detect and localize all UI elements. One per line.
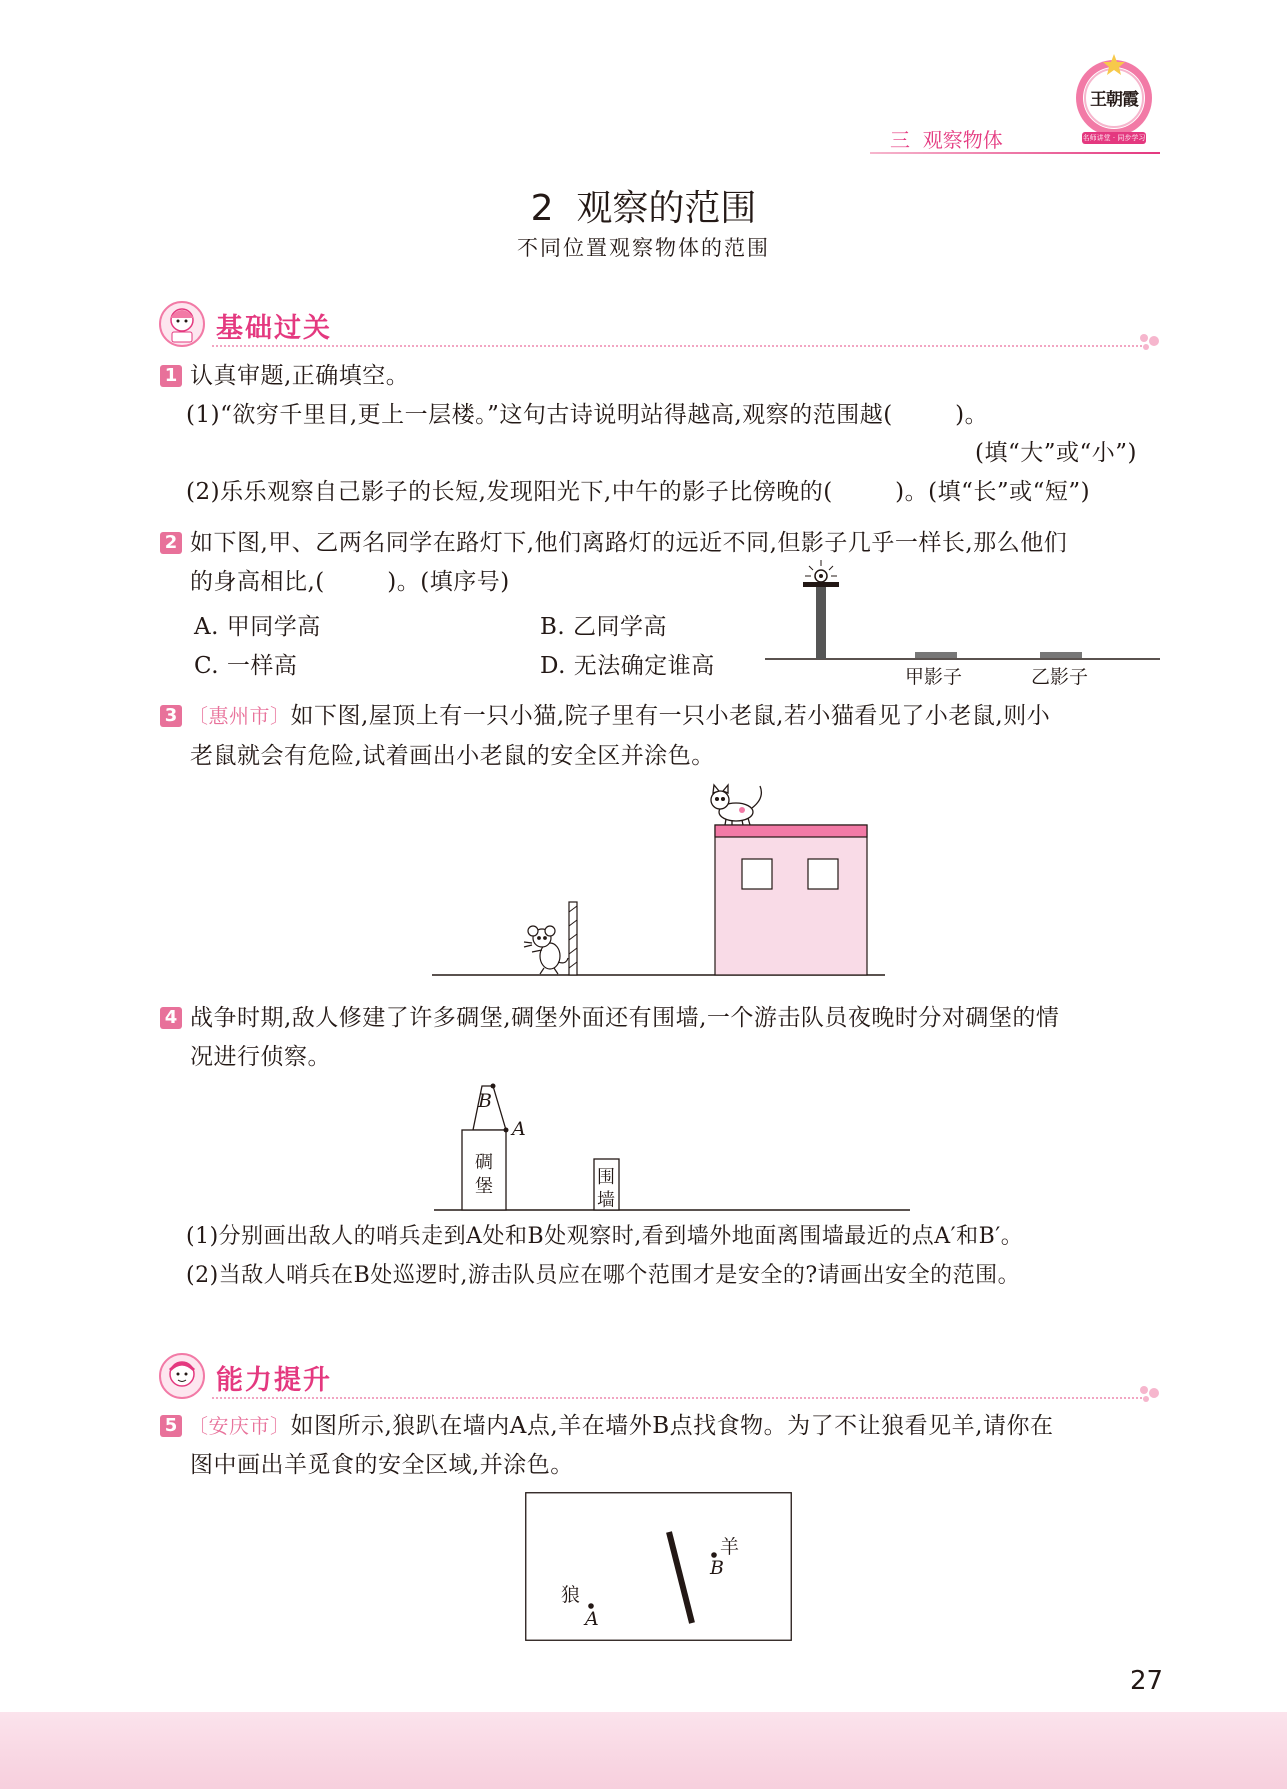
section-divider-basic [212,345,1142,347]
boy-avatar-icon [158,1352,208,1400]
fort-wall-diagram [430,1080,910,1215]
q4-part1: (1)分别画出敌人的哨兵走到A处和B处观察时,看到墙外地面离围墙最近的点A′和B′。 [186,1224,1024,1249]
footer-band [0,1712,1287,1789]
shadow-jia [915,652,957,658]
q1-part1: (1)“欲穷千里目,更上一层楼。”这句古诗说明站得越高,观察的范围越( )。 [186,402,989,428]
fort-label-a: A [512,1118,526,1140]
q3-line1-text: 如下图,屋顶上有一只小猫,院子里有一只小老鼠,若小猫看见了小老鼠,则小 [290,703,1051,729]
page-title: 2 观察的范围 [530,188,757,229]
q2-option-b: B. 乙同学高 [540,614,668,640]
shadow-yi [1040,652,1082,658]
point-a-label: A [585,1608,599,1630]
question-number-5: 5 [160,1415,182,1437]
section-title-basic: 基础过关 [216,313,332,344]
q2-streetlight-figure [765,560,1165,690]
q2-line1: 如下图,甲、乙两名同学在路灯下,他们离路灯的远近不同,但影子几乎一样长,那么他们 [190,530,1068,556]
q3-line2: 老鼠就会有危险,试着画出小老鼠的安全区并涂色。 [190,743,715,769]
divider-dots-icon [1138,1384,1162,1404]
cat-icon [711,785,761,825]
q2-option-d: D. 无法确定谁高 [540,653,715,679]
divider-dots-icon [1138,332,1162,352]
q4-fort-figure [430,1080,910,1215]
q3-line1 [188,701,1050,731]
page-subtitle: 不同位置观察物体的范围 [517,236,770,260]
q5-line1 [188,1411,1053,1441]
chapter-tag: 三 观察物体 [890,128,1003,152]
q1-stem: 认真审题,正确填空。 [190,363,410,389]
wolf-label: 狼 [561,1584,581,1606]
q2-option-a: A. 甲同学高 [194,614,321,640]
brand-logo [1072,52,1156,152]
q4-line1: 战争时期,敌人修建了许多碉堡,碉堡外面还有围墙,一个游击队员夜晚时分对碉堡的情 [190,1005,1060,1031]
point-b-marker [491,1084,496,1089]
girl-avatar-icon [158,300,208,348]
q4-line2: 况进行侦察。 [190,1044,331,1070]
wall-text-1: 围 [597,1167,615,1188]
sheep-label: 羊 [720,1536,740,1558]
question-number-4: 4 [160,1007,182,1029]
section-icon-basic [158,300,208,348]
q5-wolf-sheep-figure [525,1492,792,1641]
q2-option-c: C. 一样高 [194,653,298,679]
q5-line2: 图中画出羊觅食的安全区域,并涂色。 [190,1452,574,1478]
section-title-advanced: 能力提升 [216,1365,332,1396]
figure-frame [526,1493,792,1641]
section-divider-advanced [212,1397,1142,1399]
q3-source-tag: 〔惠州市〕 [188,704,291,728]
streetlight-diagram [765,560,1165,690]
page-number: 27 [1130,1666,1164,1696]
wall-text-2: 墙 [597,1190,615,1211]
window-left [742,859,772,889]
point-b-label: B [710,1557,724,1579]
building [715,825,867,975]
q5-source-tag: 〔安庆市〕 [188,1414,291,1438]
fort-text-2: 堡 [475,1176,493,1197]
q4-part2: (2)当敌人哨兵在B处巡逻时,游击队员应在哪个范围才是安全的?请画出安全的范围。 [186,1263,1021,1288]
section-icon-advanced [158,1352,208,1400]
question-number-2: 2 [160,532,182,554]
cat-mouse-diagram [430,780,890,980]
brand-ribbon-text: 名师讲堂 · 同步学习 [1082,134,1146,142]
mouse-icon [524,926,568,974]
brand-text: 王朝霞 [1090,90,1138,110]
q1-part2: (2)乐乐观察自己影子的长短,发现阳光下,中午的影子比傍晚的( )。(填“长”或“短”) [186,479,1091,505]
shadow-yi-label: 乙影子 [1031,666,1089,688]
question-number-3: 3 [160,705,182,727]
window-right [808,859,838,889]
q2-line2: 的身高相比,( )。(填序号) [190,569,510,595]
q1-part1-hint: (填“大”或“小”) [975,440,1137,466]
point-a-marker [504,1128,509,1133]
fence [569,902,577,975]
shadow-jia-label: 甲影子 [905,666,963,688]
fort-text-1: 碉 [475,1152,493,1173]
wolf-sheep-diagram [525,1492,792,1641]
fort-label-b: B [478,1090,492,1112]
q3-cat-mouse-figure [430,780,890,980]
lamp-icon [803,560,839,659]
q5-line1-text: 如图所示,狼趴在墙内A点,羊在墙外B点找食物。为了不让狼看见羊,请你在 [290,1413,1054,1439]
question-number-1: 1 [160,365,182,387]
